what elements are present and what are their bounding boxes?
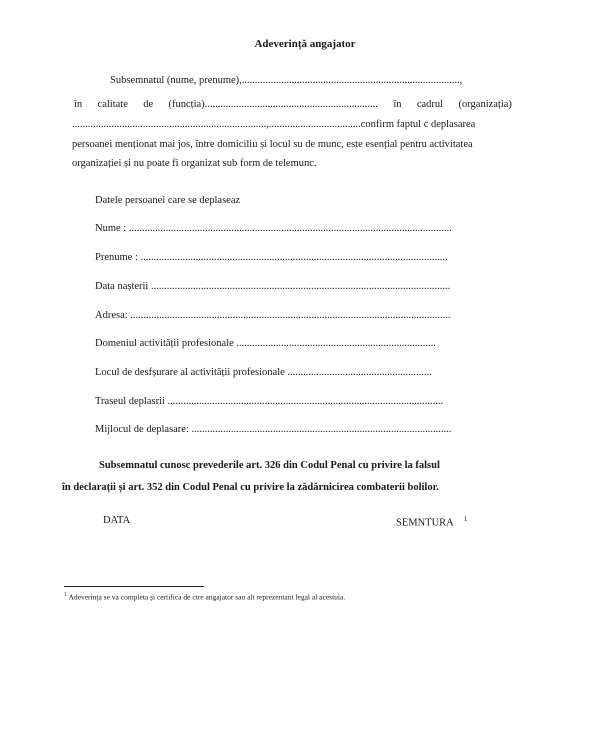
intro-line-1: Subsemnatul (nume, prenume),...................................................................................,: [110, 75, 463, 86]
field-mijlocul-deplasare: Mijlocul de deplasare: ...................................................................................................: [95, 424, 452, 435]
field-data-nasterii: Data nașterii ..................................................................................................................: [95, 281, 451, 292]
field-prenume: Prenume : .....................................................................................................................: [95, 252, 448, 263]
signature-footnote-mark: 1: [463, 515, 468, 523]
document-title: Adeverință angajator: [254, 38, 356, 50]
statement-line-1: Subsemnatul cunosc prevederile art. 326 din Codul Penal cu privire la falsul: [99, 460, 440, 471]
intro-word: de: [143, 99, 154, 110]
signature-label: [396, 515, 467, 529]
intro-word: calitate: [97, 99, 128, 110]
intro-line-5: organizației și nu poate fi organizat sub form de telemunc.: [72, 158, 317, 169]
footnote-divider: [64, 586, 204, 587]
signature-text: SEMNTURA: [396, 517, 454, 529]
field-adresa: Adresa: ..........................................................................................................................: [95, 310, 451, 321]
intro-word: în: [74, 99, 83, 110]
intro-line-2: [74, 99, 512, 110]
intro-word: (organizația): [458, 99, 512, 110]
personal-data-heading: Datele persoanei care se deplaseaz: [95, 195, 241, 206]
footnote-mark: 1: [64, 592, 67, 598]
field-locul-desfasurare: Locul de desfșurare al activității profesionale .......................................................: [95, 367, 432, 378]
statement-line-2: în declarații și art. 352 din Codul Penal cu privire la zădărnicirea combaterii bolilor.: [62, 482, 439, 493]
date-label: DATA: [103, 515, 131, 526]
intro-line-3: ..........................................................................,...................................confirm faptul c deplasarea: [72, 119, 476, 130]
footnote: [64, 592, 345, 602]
intro-word: în: [393, 99, 402, 110]
field-traseul-deplasarii: Traseul deplasrii .........................................................................................................: [95, 396, 444, 407]
field-domeniul-activitatii: Domeniul activității profesionale ............................................................................: [95, 338, 436, 349]
intro-word: cadrul: [416, 99, 444, 110]
intro-line-4: persoanei menționat mai jos, între domiciliu și locul su de munc, este esențial pentru activitatea: [72, 139, 473, 150]
field-nume: Nume : ...........................................................................................................................: [95, 223, 452, 234]
footnote-text: Adeverința se va completa și certifica de ctre angajator sau alt reprezentant legal al acestuia.: [68, 592, 346, 602]
intro-word: (funcția)..................................................................: [168, 99, 378, 110]
